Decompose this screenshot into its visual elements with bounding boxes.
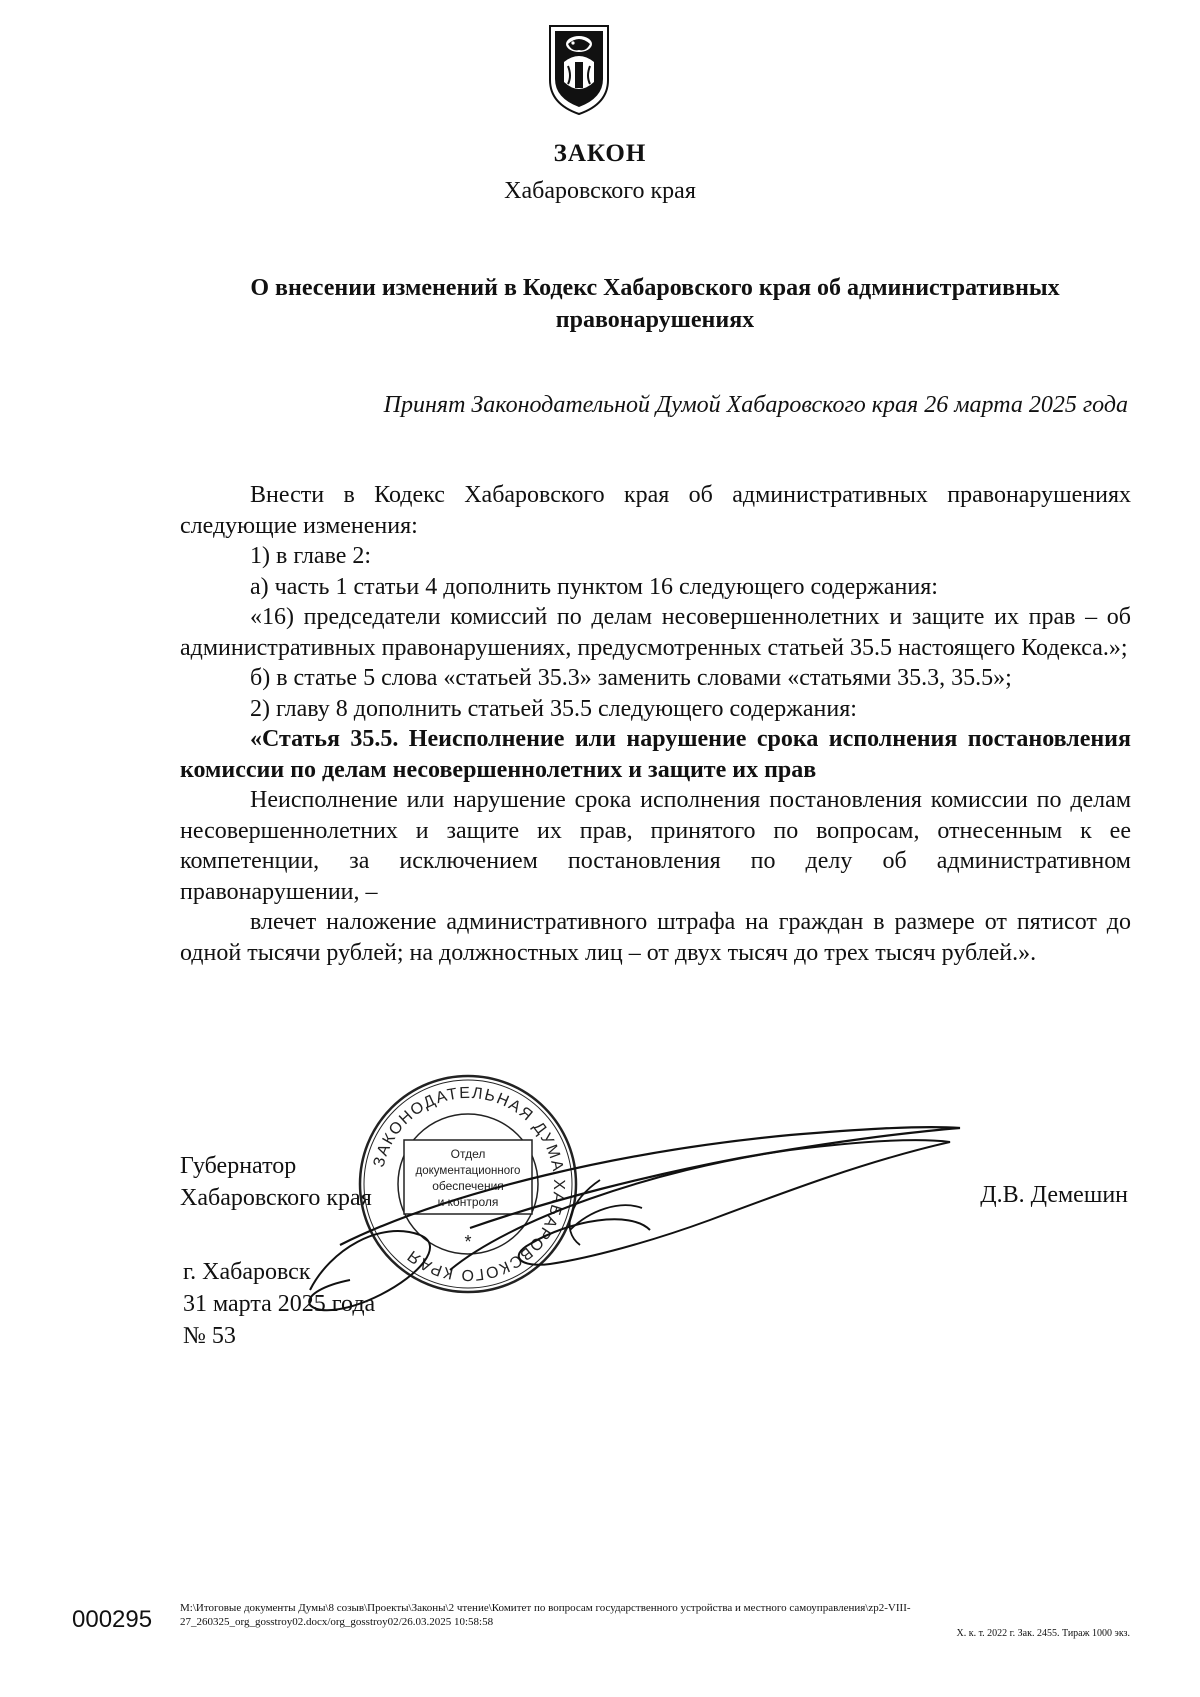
signatory-name: Д.В. Демешин: [980, 1182, 1128, 1208]
seal-center-line2: документационного: [415, 1165, 521, 1177]
print-info: Х. к. т. 2022 г. Зак. 2455. Тираж 1000 экз.: [956, 1628, 1130, 1639]
body-paragraph: 2) главу 8 дополнить статьей 35.5 следующего содержания:: [250, 695, 857, 722]
seal-star-icon: *: [464, 1232, 472, 1252]
document-serial-number: 000295: [72, 1606, 153, 1633]
adoption-note: Принят Законодательной Думой Хабаровского края 26 марта 2025 года: [383, 392, 1128, 418]
handwritten-signature: [270, 1080, 970, 1330]
law-heading: [190, 272, 1120, 336]
law-heading-line2: правонарушениях: [555, 307, 755, 333]
seal-center-line4: и контроля: [437, 1195, 499, 1209]
body-paragraph: «16) председатели комиссий по делам несовершеннолетних и защите их прав – об административных правонарушениях, предусмотренных статьей 35.5 настоящего Кодекса.»;: [180, 604, 1131, 661]
body-paragraph: Внести в Кодекс Хабаровского края об административных правонарушениях следующие изменения:: [180, 482, 1131, 539]
signing-place: г. Хабаровск: [183, 1259, 311, 1285]
law-body: [180, 480, 1131, 968]
seal-center-line3: обеспечения: [432, 1179, 504, 1193]
seal-center-line1: Отдел: [450, 1147, 486, 1161]
law-number: № 53: [183, 1323, 236, 1349]
body-paragraph: влечет наложение административного штрафа на граждан в размере от пятисот до одной тысячи рублей; на должностных лиц – от двух тысяч до трех тысяч рублей.».: [180, 909, 1131, 966]
article-heading: «Статья 35.5. Неисполнение или нарушение срока исполнения постановления комиссии по делам несовершеннолетних и защите их прав: [180, 726, 1131, 783]
body-paragraph: б) в статье 5 слова «статьей 35.3» заменить словами «статьями 35.3, 35.5»;: [250, 665, 1012, 691]
khabarovsk-coat-of-arms-icon: [546, 22, 612, 116]
signing-date: 31 марта 2025 года: [183, 1291, 376, 1317]
body-paragraph: Неисполнение или нарушение срока исполнения постановления комиссии по делам несовершеннолетних и защите их прав, принятого по вопросам, отнесенным к ее компетенции, за исключением постановления по делу об административном правонарушении, –: [180, 787, 1131, 905]
law-title: ЗАКОН: [553, 140, 647, 167]
signatory-title-line1: Губернатор: [180, 1153, 297, 1179]
body-paragraph: а) часть 1 статьи 4 дополнить пунктом 16 следующего содержания:: [250, 573, 938, 600]
signatory-title-line2: Хабаровского края: [180, 1185, 372, 1211]
seal-ring-text: ЗАКОНОДАТЕЛЬНАЯ ДУМА ХАБАРОВСКОГО КРАЯ: [370, 1084, 568, 1284]
file-path-note: M:\Итоговые документы Думы\8 созыв\Проекты\Законы\2 чтение\Комитет по вопросам государственного устройства и местного самоуправления\zp2-VIII-27_260325_org_gosstroy02.docx/org_gosstroy02/26.03.2025 10:58:58: [180, 1602, 911, 1628]
law-heading-line1: О внесении изменений в Кодекс Хабаровского края об административных: [250, 275, 1060, 301]
law-region: Хабаровского края: [504, 178, 696, 204]
body-paragraph: 1) в главе 2:: [250, 543, 372, 569]
